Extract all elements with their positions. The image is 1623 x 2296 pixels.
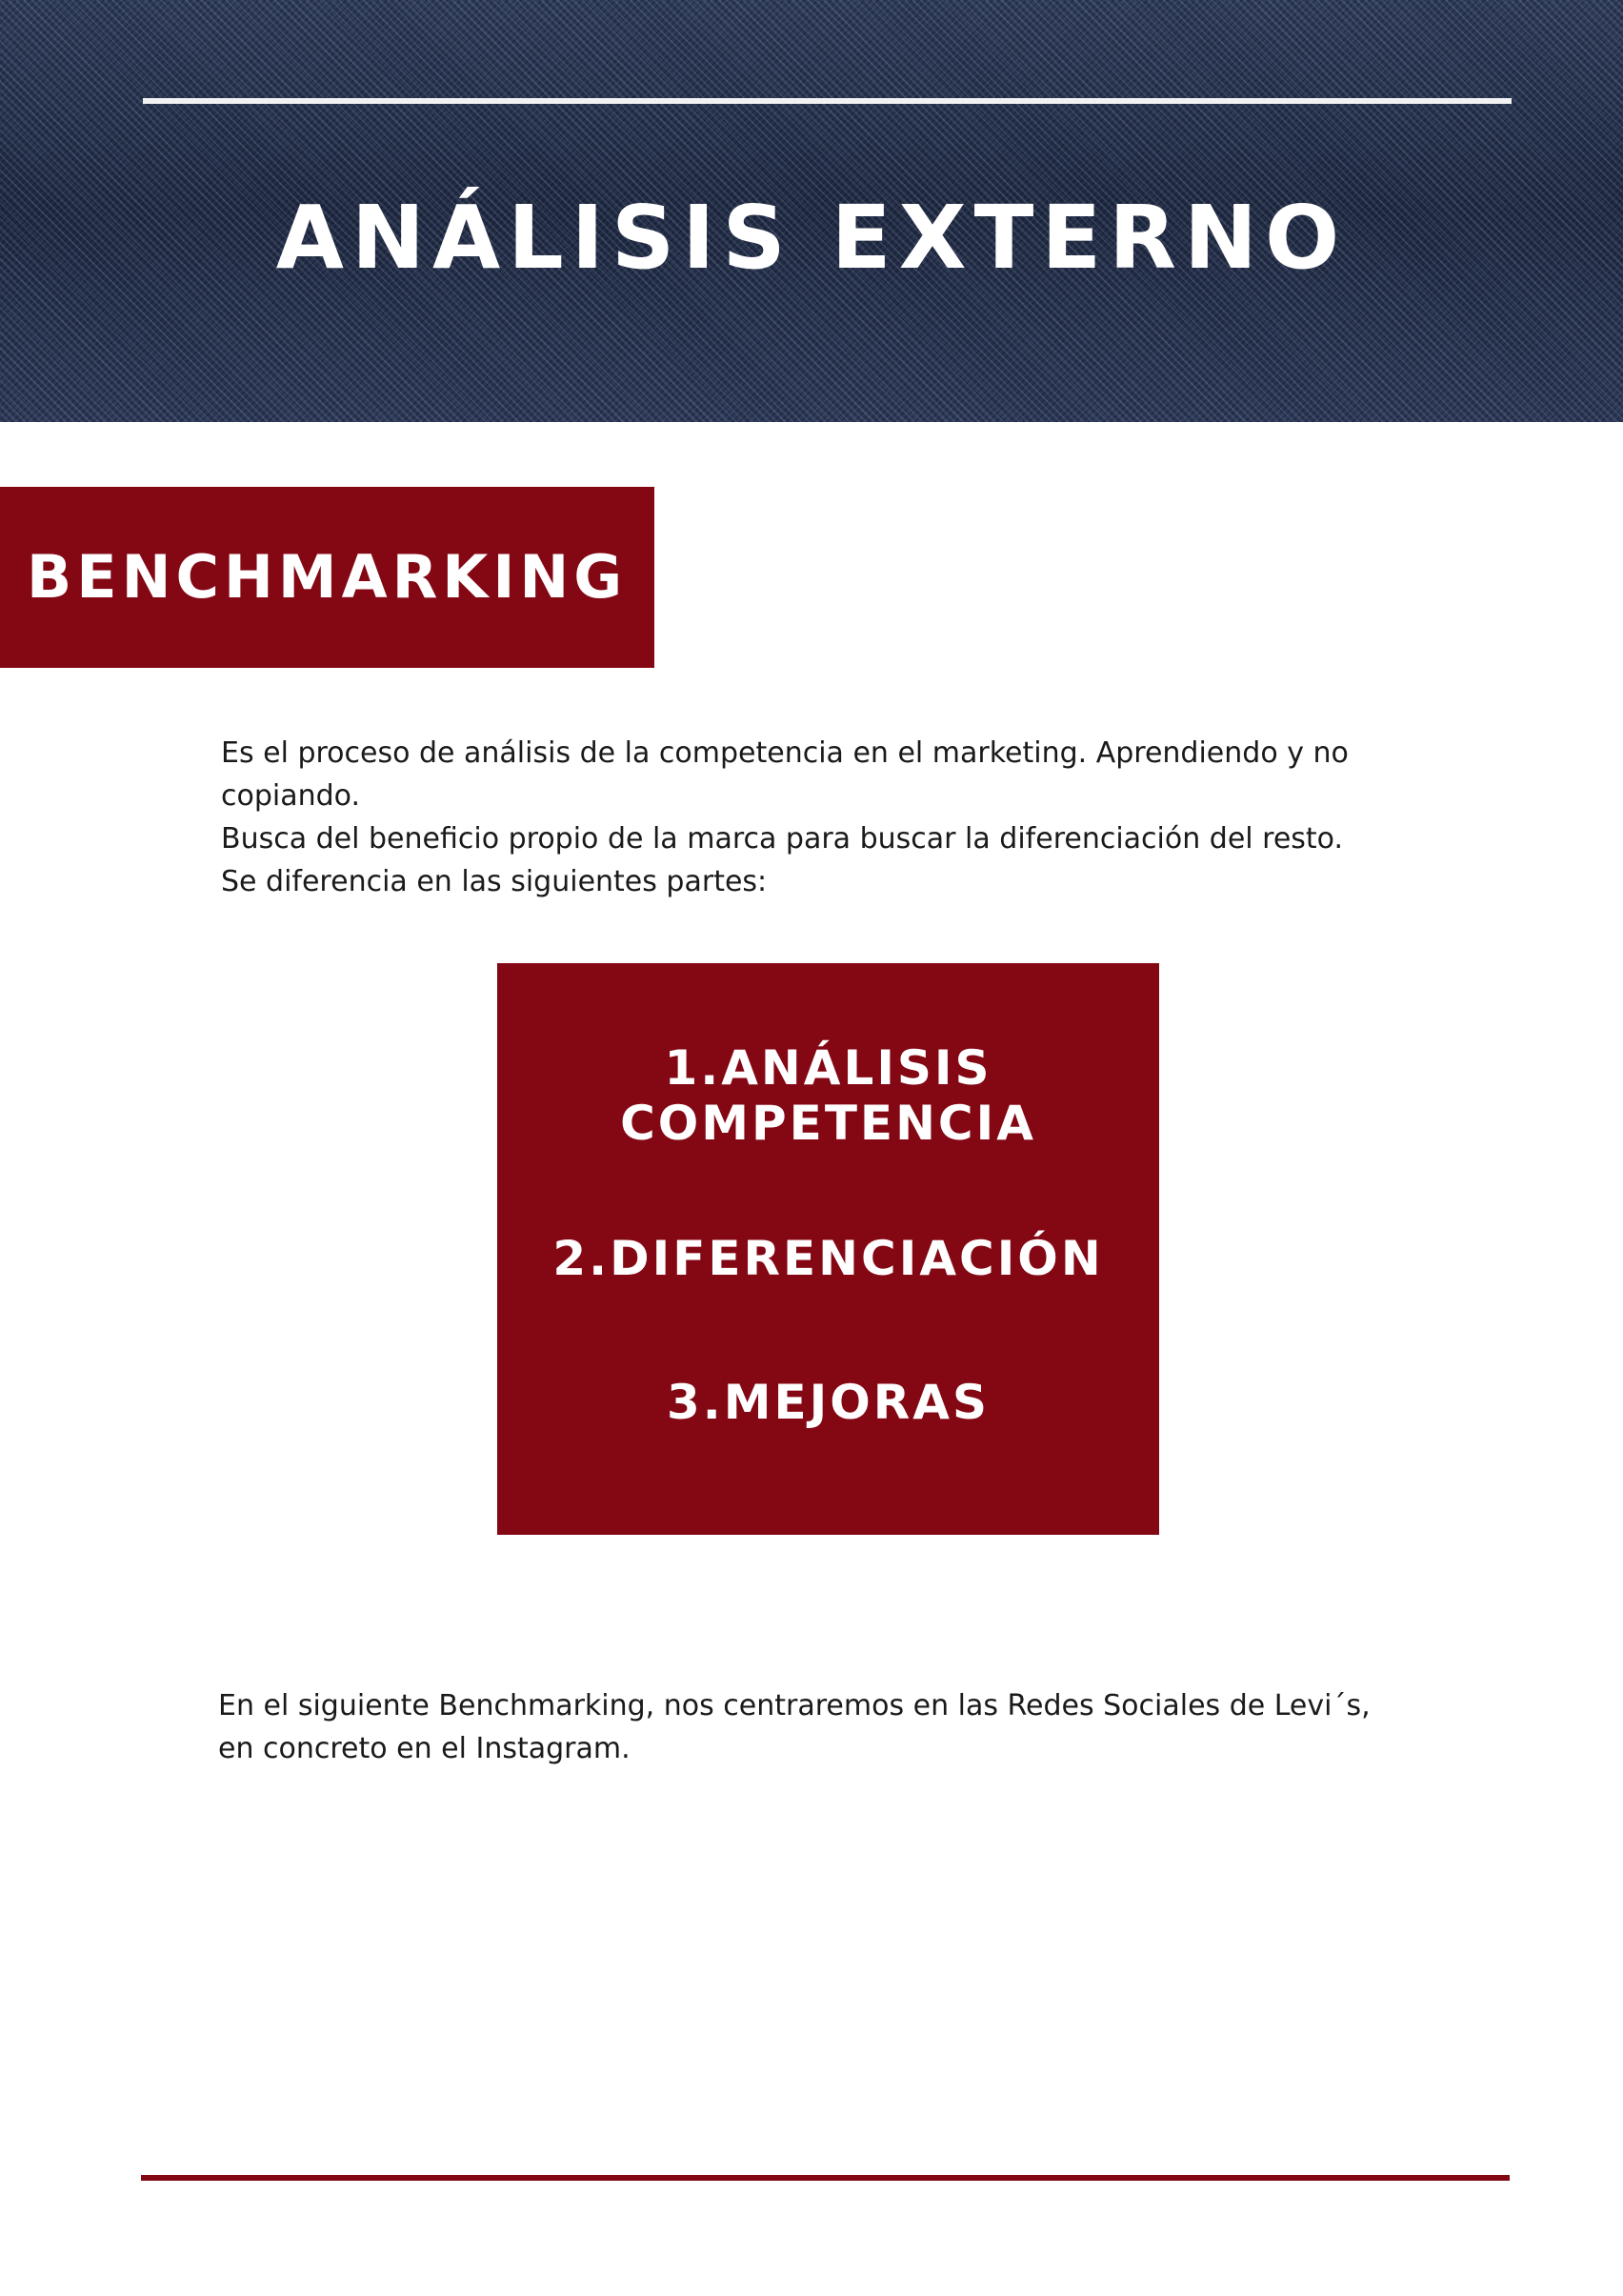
step-1-line-2: COMPETENCIA — [620, 1096, 1036, 1151]
step-analysis — [497, 1040, 1159, 1151]
denim-header-banner — [0, 0, 1623, 422]
intro-line: Se diferencia en las siguientes partes: — [221, 865, 768, 898]
section-heading: BENCHMARKING — [27, 542, 628, 612]
page-title: ANÁLISIS EXTERNO — [275, 187, 1348, 289]
intro-line: Busca del beneficio propio de la marca para buscar la diferenciación del resto. — [221, 822, 1344, 856]
closing-line: en concreto en el Instagram. — [218, 1732, 631, 1765]
footer-divider — [141, 2175, 1510, 2181]
step-differentiation: 2.DIFERENCIACIÓN — [552, 1231, 1104, 1286]
intro-paragraph — [221, 732, 1450, 903]
steps-box — [497, 963, 1159, 1535]
intro-line: copiando. — [221, 779, 361, 813]
closing-line: En el siguiente Benchmarking, nos centraremos en las Redes Sociales de Levi´s, — [218, 1689, 1371, 1722]
header-divider — [143, 98, 1512, 104]
section-heading-block — [0, 487, 654, 668]
step-1-line-1: 1.ANÁLISIS — [664, 1040, 992, 1096]
step-improvements: 3.MEJORAS — [666, 1375, 990, 1430]
intro-line: Es el proceso de análisis de la competencia en el marketing. Aprendiendo y no — [221, 736, 1349, 770]
closing-paragraph — [218, 1684, 1447, 1770]
